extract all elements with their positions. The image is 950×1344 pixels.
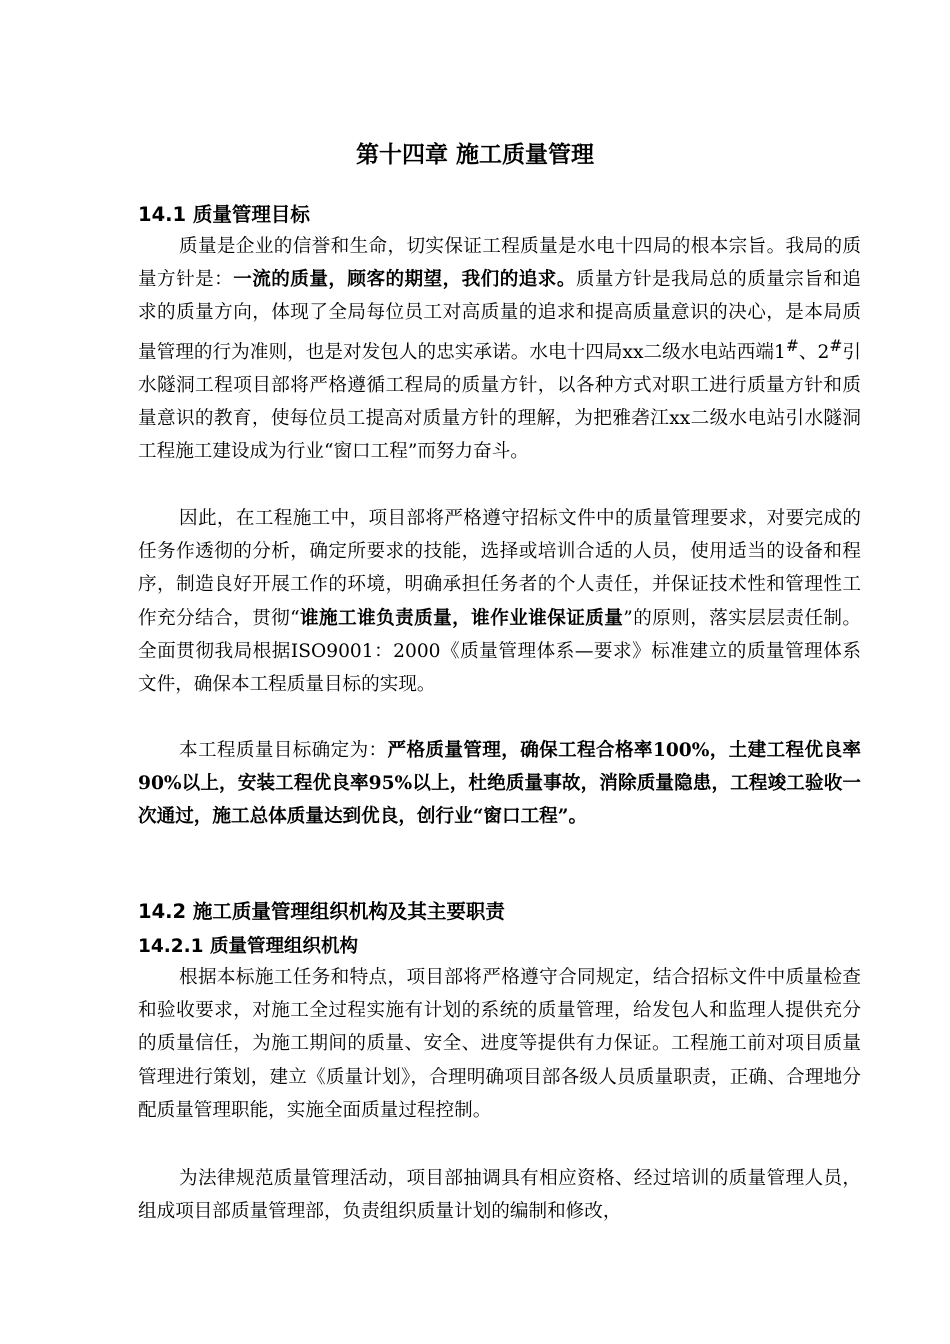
paragraph-quality-target <box>138 734 861 834</box>
superscript-mark: # <box>785 336 799 355</box>
text-span: 、2 <box>798 341 830 363</box>
target-bold-text: 严格质量管理，确保工程合格率100%，土建工程优良率90%以上，安装工程优良率95%以上，杜绝质量事故，消除质量隐患，工程竣工验收一次通过，施工总体质量达到优良，创行业“窗口工程”。 <box>138 740 861 828</box>
chapter-title: 第十四章 施工质量管理 <box>355 142 594 168</box>
section-heading-14-2: 14.2 施工质量管理组织机构及其主要职责 <box>138 900 505 923</box>
principle-bold-text: 谁施工谁负责质量，谁作业谁保证质量 <box>299 607 624 629</box>
section-heading-14-1: 14.1 质量管理目标 <box>138 203 310 226</box>
paragraph-organization: 根据本标施工任务和特点，项目部将严格遵守合同规定，结合招标文件中质量检查和验收要求，对施工全过程实施有计划的系统的质量管理，给发包人和监理人提供充分的质量信任，为施工期间的质量、安全、进度等提供有力保证。工程施工前对项目质量管理进行策划，建立《质量计划》，合理明确项目部各级人员质量职责，正确、合理地分配质量管理职能，实施全面质量过程控制。 <box>138 967 861 1121</box>
text-span: ”的原则，落实层层责任制。全面贯彻我局根据ISO9001：2000《质量管理体系—要求》标准建立的质量管理体系文件，确保本工程质量目标的实现。 <box>138 607 861 696</box>
paragraph-responsibility <box>138 502 861 701</box>
text-span: 质量方针是我局总的质量宗旨和追求的质量方向，体现了全局每位员工对高质量的追求和提高质量意识的决心，是本局质量管理的行为准则，也是对发包人的忠实承诺。水电十四局xx二级水电站西端1 <box>138 269 861 363</box>
text-span: 质量是企业的信誉和生命，切实保证工程质量是水电十四局的根本宗旨。我局的质量方针是： <box>138 236 861 291</box>
policy-bold-text: 一流的质量，顾客的期望，我们的追求。 <box>233 269 576 291</box>
paragraph-quality-policy <box>138 230 861 469</box>
text-span: 本工程质量目标确定为： <box>179 740 388 761</box>
paragraph-personnel: 为法律规范质量管理活动，项目部抽调具有相应资格、经过培训的质量管理人员，组成项目部质量管理部，负责组织质量计划的编制和修改， <box>138 1168 861 1223</box>
subsection-heading-14-2-1: 14.2.1 质量管理组织机构 <box>138 936 358 957</box>
superscript-mark: # <box>829 336 843 355</box>
text-span: 因此，在工程施工中，项目部将严格遵守招标文件中的质量管理要求，对要完成的任务作透彻的分析，确定所要求的技能，选择或培训合适的人员，使用适当的设备和程序，制造良好开展工作的环境，明确承担任务者的个人责任，并保证技术性和管理性工作充分结合，贯彻“ <box>138 508 861 629</box>
text-span: 引水隧洞工程项目部将严格遵循工程局的质量方针，以各种方式对职工进行质量方针和质量意识的教育，使每位员工提高对质量方针的理解，为把雅砻江xx二级水电站引水隧洞工程施工建设成为行业“窗口工程”而努力奋斗。 <box>138 341 861 463</box>
